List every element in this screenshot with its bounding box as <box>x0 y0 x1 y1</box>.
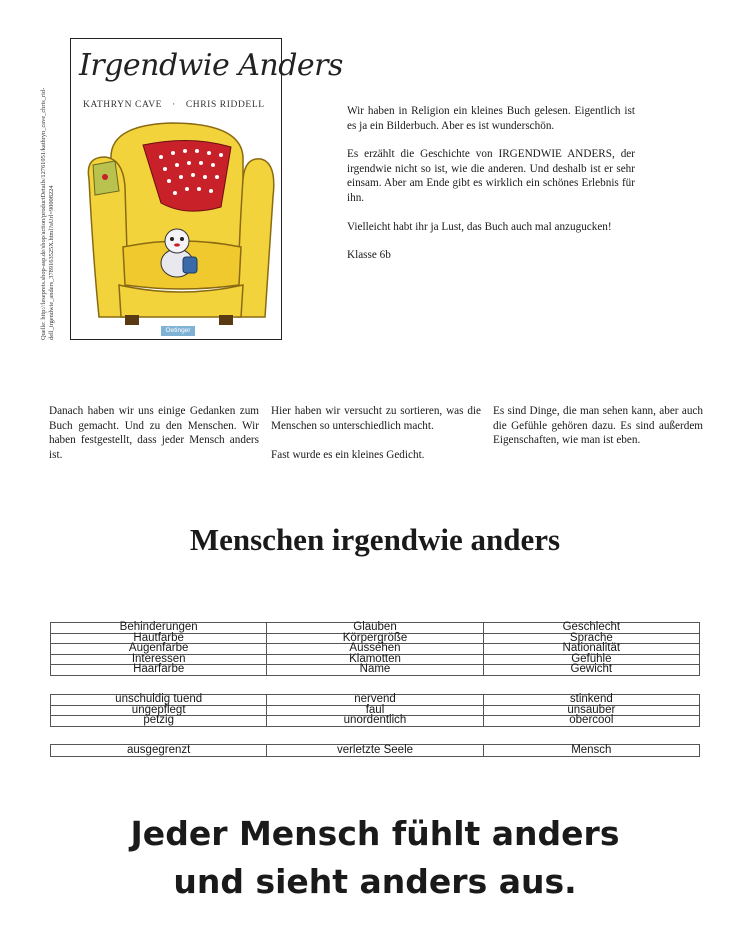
table-cell: petzig <box>51 716 267 727</box>
intro-paragraph: Vielleicht habt ihr ja Lust, das Buch auch mal anzugucken! <box>347 220 612 233</box>
table-cell: Mensch <box>483 745 699 757</box>
section-heading: Menschen irgendwie anders <box>189 522 561 557</box>
book-author-2: CHRIS RIDDELL <box>185 100 265 110</box>
table-cell: Glauben <box>267 623 483 634</box>
conclusion-line: Jeder Mensch fühlt anders <box>130 814 620 853</box>
book-cover <box>70 38 343 340</box>
table-row <box>51 745 700 757</box>
book-title: Irgendwie Anders <box>79 48 343 83</box>
words-table-traits <box>50 694 700 727</box>
table-cell: Gewicht <box>483 665 699 676</box>
table-cell: faul <box>267 705 483 716</box>
table-cell: Interessen <box>51 654 267 665</box>
text-column-1 <box>49 404 259 477</box>
conclusion-line: und sieht anders aus. <box>173 862 577 901</box>
table-cell: stinkend <box>483 695 699 706</box>
table-cell: obercool <box>483 716 699 727</box>
text-column-3 <box>493 404 703 462</box>
table-cell: Aussehen <box>267 644 483 655</box>
table-cell: nervend <box>267 695 483 706</box>
source-caption-line: Quelle: http://lesepreis.shop-asp.de/shop/action/productDetails/12761051/kathryn_cave_chris_rid- <box>40 87 47 340</box>
table-cell: Hautfarbe <box>51 633 267 644</box>
author-separator: · <box>172 100 176 110</box>
table-cell: Klamotten <box>267 654 483 665</box>
table-cell: verletzte Seele <box>267 745 483 757</box>
table-cell: Haarfarbe <box>51 665 267 676</box>
column-paragraph: Hier haben wir versucht zu sortieren, was die Menschen so unterschiedlich macht. <box>271 405 481 432</box>
table-cell: Körpergröße <box>267 633 483 644</box>
publisher-logo: Oetinger <box>161 326 195 336</box>
column-paragraph: Fast wurde es ein kleines Gedicht. <box>271 448 425 461</box>
conclusion-statement <box>0 810 750 906</box>
table-cell: Sprache <box>483 633 699 644</box>
armchair-illustration <box>71 117 281 327</box>
intro-text <box>347 104 635 277</box>
table-cell: unschuldig tuend <box>51 695 267 706</box>
source-caption <box>40 40 66 340</box>
class-signature: Klasse 6b <box>347 249 391 262</box>
table-cell: unsauber <box>483 705 699 716</box>
table-cell: ungepflegt <box>51 705 267 716</box>
table-cell: Behinderungen <box>51 623 267 634</box>
intro-paragraph: Wir haben in Religion ein kleines Buch gelesen. Eigentlich ist es ja ein Bilderbuch. Aber es ist wunderschön. <box>347 105 635 132</box>
intro-paragraph: Es erzählt die Geschichte von IRGENDWIE ANDERS, der irgendwie nicht so ist, wie die anderen. Und deshalb ist er sehr einsam. Aber am Ende gibt es wirklich ein schönes Erlebnis für ihn. <box>347 148 635 204</box>
table-cell: Geschlecht <box>483 623 699 634</box>
table-cell: ausgegrenzt <box>51 745 267 757</box>
table-cell: Name <box>267 665 483 676</box>
table-cell: Gefühle <box>483 654 699 665</box>
table-row <box>51 665 700 676</box>
book-author-1: KATHRYN CAVE <box>83 100 163 110</box>
book-authors <box>83 100 273 110</box>
column-paragraph: Es sind Dinge, die man sehen kann, aber auch die Gefühle gehören dazu. Es sind außerdem Eigenschaften, wie man ist eben. <box>493 405 703 447</box>
table-cell: Nationalität <box>483 644 699 655</box>
words-table-features <box>50 622 700 676</box>
source-caption-line: dell_irgendwie_anders_3789163525X.html?aUrl=90008224 <box>48 185 55 340</box>
table-row <box>51 716 700 727</box>
column-paragraph: Danach haben wir uns einige Gedanken zum Buch gemacht. Und zu den Menschen. Wir haben festgestellt, dass jeder Mensch anders ist. <box>49 405 259 461</box>
table-cell: Augenfarbe <box>51 644 267 655</box>
table-cell: unordentlich <box>267 716 483 727</box>
text-column-2 <box>271 404 481 477</box>
words-table-feelings <box>50 744 700 757</box>
